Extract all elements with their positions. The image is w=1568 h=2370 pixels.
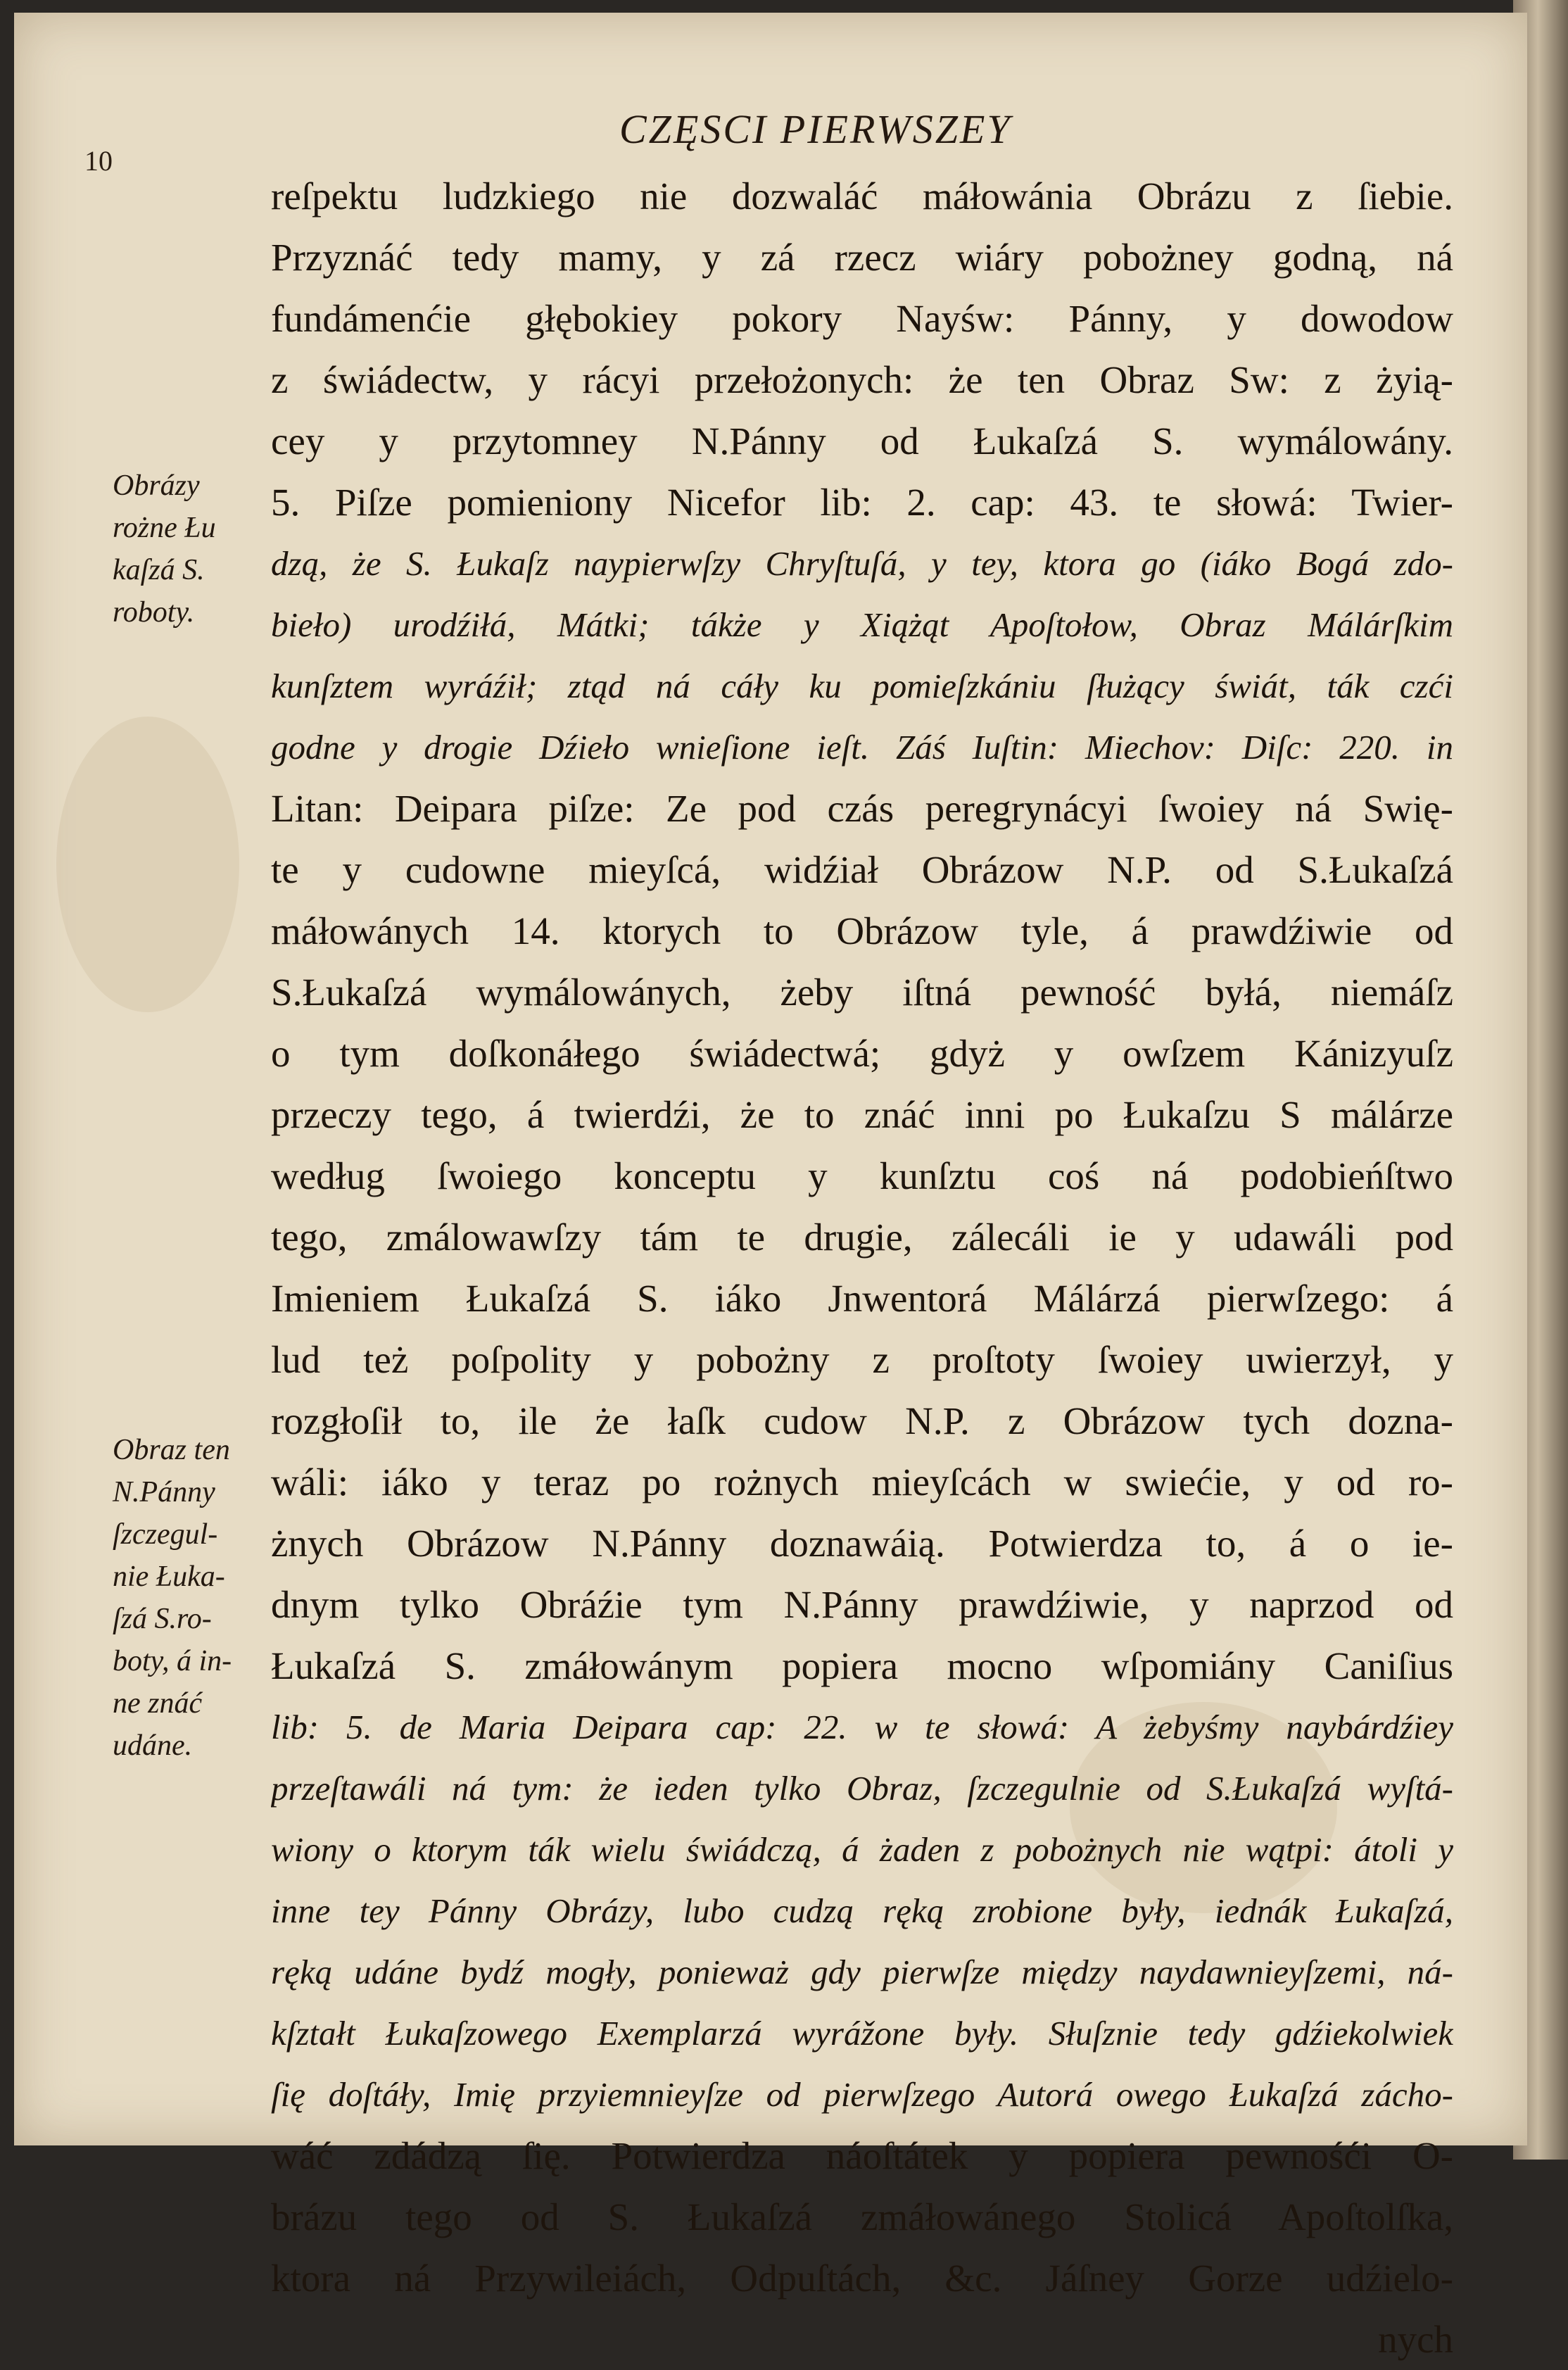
text-line: według ſwoiego konceptu y kunſztu coś ná podobieńſtwo	[271, 1154, 1453, 1197]
margin-note-line: kaſzá S.	[113, 554, 205, 586]
text-line: ręką udáne bydź mogły, ponieważ gdy pierwſze między naydawnieyſzemi, ná-	[271, 1953, 1453, 1991]
catchword: nych	[1378, 2318, 1453, 2361]
text-line: máłowánych 14. ktorych to Obrázow tyle, á prawdźiwie od	[271, 909, 1453, 952]
text-line: wáli: iáko y teraz po rożnych mieyſcách w swiećie, y od ro-	[271, 1461, 1453, 1504]
text-line: S.Łukaſzá wymálowánych, żeby iſtná pewność byłá, niemáſz	[271, 971, 1453, 1014]
paper-stain	[56, 717, 239, 1012]
text-line: lud też poſpolity y pobożny z proſtoty ſwoiey uwierzył, y	[271, 1338, 1453, 1381]
margin-note-images-by-luke	[113, 465, 260, 634]
text-line: brázu tego od S. Łukaſzá zmáłowánego Stolicá Apoſtolſka,	[271, 2195, 1453, 2238]
text-line: Przyznáć tedy mamy, y zá rzecz wiáry pobożney godną, ná	[271, 236, 1453, 279]
margin-note-line: boty, á in-	[113, 1645, 232, 1677]
page-number: 10	[84, 145, 113, 177]
text-line: inne tey Pánny Obrázy, lubo cudzą ręką zrobione były, iednák Łukaſzá,	[271, 1891, 1453, 1930]
text-line: wiony o ktorym ták wielu świádczą, á żaden z pobożnych nie wątpi: átoli y	[271, 1830, 1453, 1869]
margin-note-line: udáne.	[113, 1729, 193, 1762]
text-line: rozgłoſił to, ile że łaſk cudow N.P. z Obrázow tych dozna-	[271, 1399, 1453, 1442]
text-line: o tym doſkonáłego świádectwá; gdyż y owſzem Kánizyuſz	[271, 1032, 1453, 1075]
text-line: Łukaſzá S. zmáłowánym popiera mocno wſpomiány Caniſius	[271, 1644, 1453, 1687]
text-line: ktora ná Przywileiách, Odpuſtách, &c. Jáſney Gorze udźielo-	[271, 2257, 1453, 2300]
text-line: przeſtawáli ná tym: że ieden tylko Obraz, ſzczegulnie od S.Łukaſzá wyſtá-	[271, 1769, 1453, 1808]
margin-note-line: rożne Łu	[113, 512, 216, 544]
text-line: lib: 5. de Maria Deipara cap: 22. w te słowá: A żebyśmy naybárdźiey	[271, 1708, 1453, 1746]
running-head: CZĘSCI PIERWSZEY	[619, 106, 1012, 152]
text-line: te y cudowne mieyſcá, widźiał Obrázow N.P. od S.Łukaſzá	[271, 848, 1453, 891]
margin-note-line: roboty.	[113, 596, 195, 629]
text-line: bieło) urodźiłá, Mátki; tákże y Xiążąt Apoſtołow, Obraz Málárſkim	[271, 605, 1453, 644]
text-line: Imieniem Łukaſzá S. iáko Jnwentorá Málárzá pierwſzego: á	[271, 1277, 1453, 1320]
text-line: kſztałt Łukaſzowego Exemplarzá wyrážone były. Słuſznie tedy gdźiekolwiek	[271, 2014, 1453, 2053]
text-line: Litan: Deipara piſze: Ze pod czás peregrynácyi ſwoiey ná Swię-	[271, 787, 1453, 830]
text-line: dnym tylko Obráźie tym N.Pánny prawdźiwie, y naprzod od	[271, 1583, 1453, 1626]
margin-note-line: Obrázy	[113, 469, 200, 502]
margin-note-line: ſzczegul-	[113, 1518, 218, 1551]
text-line: fundámenćie głębokiey pokory Nayśw: Pánny, y dowodow	[271, 297, 1453, 340]
text-line: z świádectw, y rácyi przełożonych: że ten Obraz Sw: z żyią-	[271, 358, 1453, 401]
text-line: wáć zdádzą ſię. Potwierdza náoſtátek y popiera pewnośći O-	[271, 2134, 1453, 2177]
margin-note-line: Obraz ten	[113, 1434, 230, 1466]
text-line: kunſztem wyráźił; ztąd ná cáły ku pomieſzkániu ſłużący świát, ták czći	[271, 667, 1453, 705]
margin-note-line: ſzá S.ro-	[113, 1603, 212, 1635]
text-line: żnych Obrázow N.Pánny doznawáią. Potwierdza to, á o ie-	[271, 1522, 1453, 1565]
text-line: dzą, że S. Łukaſz naypierwſzy Chryſtuſá, y tey, ktora go (iáko Bogá zdo-	[271, 544, 1453, 583]
text-line: tego, zmálowawſzy tám te drugie, zálecáli ie y udawáli pod	[271, 1216, 1453, 1259]
text-line: przeczy tego, á twierdźi, że to znáć inni po Łukaſzu S málárze	[271, 1093, 1453, 1136]
margin-note-this-image	[113, 1429, 260, 1767]
margin-note-line: nie Łuka-	[113, 1561, 225, 1593]
text-line: reſpektu ludzkiego nie dozwaláć máłowánia Obrázu z ſiebie.	[271, 175, 1453, 218]
margin-note-line: ne znáć	[113, 1687, 203, 1720]
text-line: ſię doſtáły, Imię przyiemnieyſze od pierwſzego Autorá owego Łukaſzá zácho-	[271, 2075, 1453, 2114]
text-line: cey y przytomney N.Pánny od Łukaſzá S. wymálowány.	[271, 420, 1453, 462]
text-line: godne y drogie Dźieło wnieſione ieſt. Záś Iuſtin: Miechov: Diſc: 220. in	[271, 728, 1453, 767]
body-text	[271, 165, 1453, 2370]
margin-note-line: N.Pánny	[113, 1476, 215, 1508]
text-line: 5. Piſze pomieniony Nicefor lib: 2. cap: 43. te słowá: Twier-	[271, 481, 1453, 524]
